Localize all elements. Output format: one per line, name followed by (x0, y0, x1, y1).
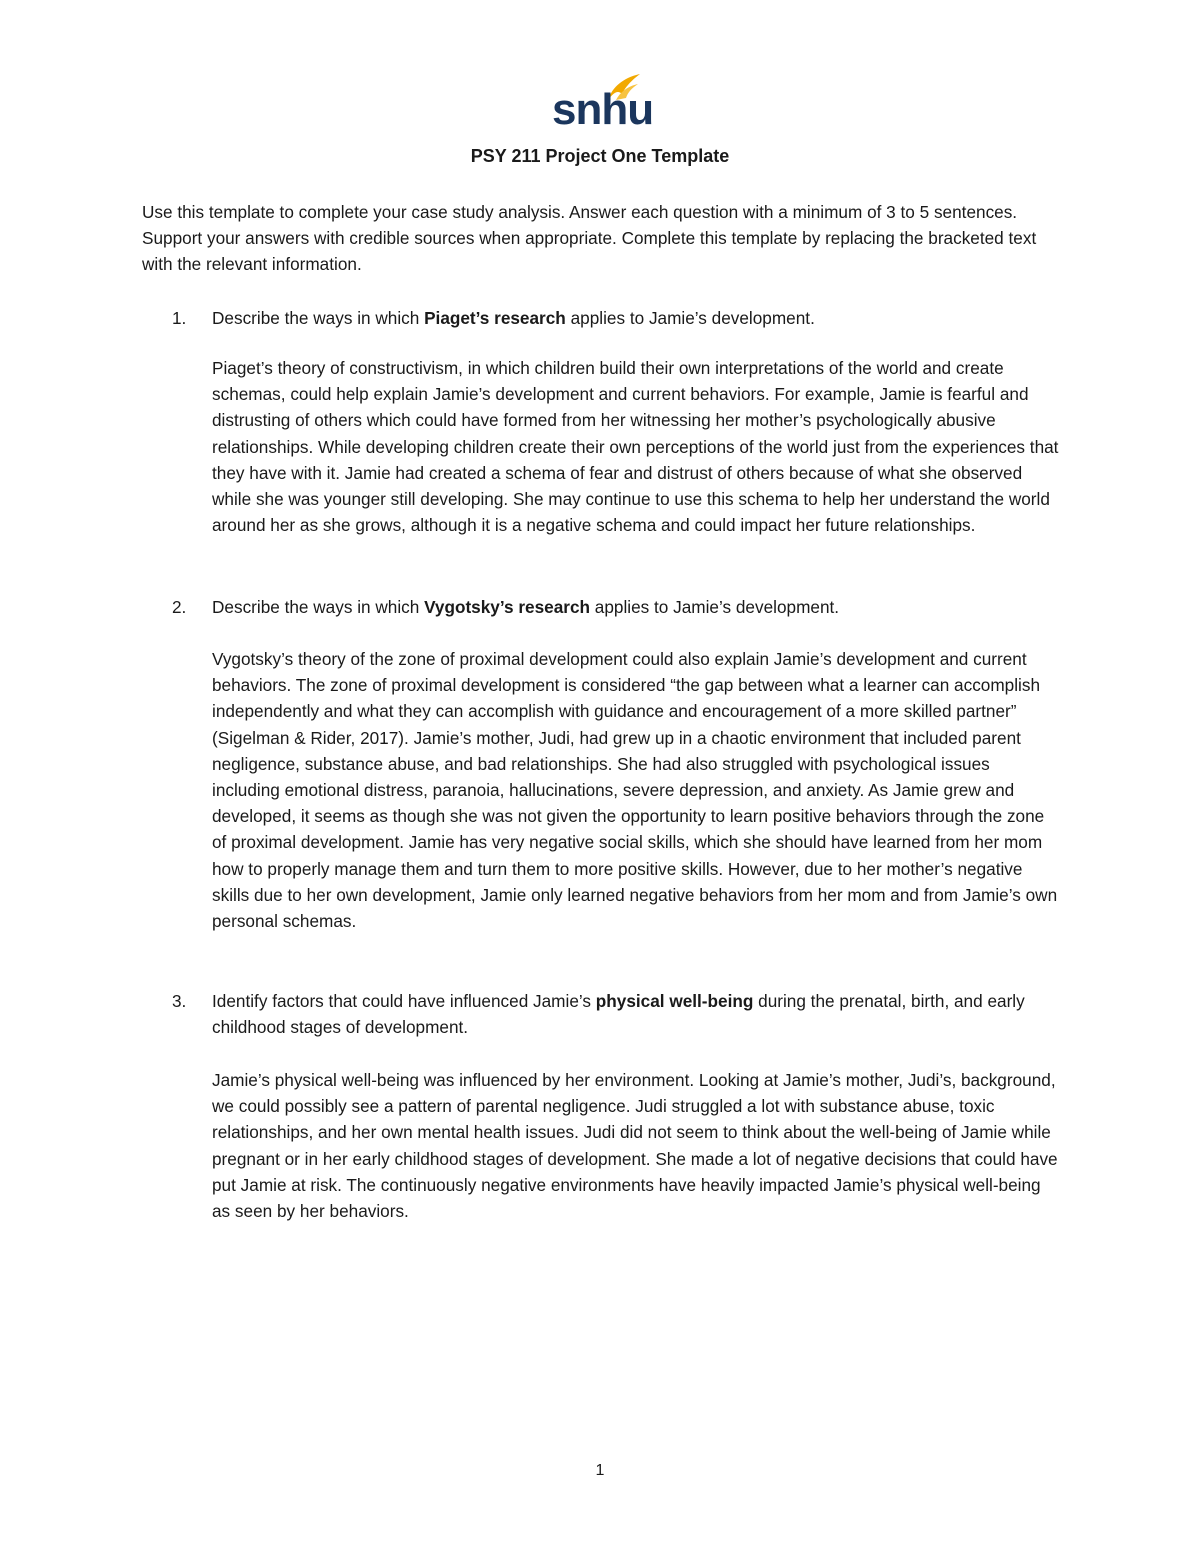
page-title: PSY 211 Project One Template (470, 146, 730, 166)
answer-2: Vygotsky’s theory of the zone of proximal development could also explain Jamie’s development and current behaviors. The zone of proximal development is considered “the gap between what a learner can accomplish independently and what they can accomplish with guidance and encouragement of a more skilled partner” (Sigelman & Rider, 2017). Jamie’s mother, Judi, had grew up in a chaotic environment that included parent negligence, substance abuse, and bad relationships. She had also struggled with psychological issues including emotional distress, paranoia, hallucinations, severe depression, and anxiety. As Jamie grew and developed, it seems as though she was not given the opportunity to learn positive behaviors through the zone of proximal development. Jamie has very negative social skills, which she should have learned from her mom how to properly manage them and turn them to more positive skills. However, due to her mother’s negative skills due to her own development, Jamie only learned negative behaviors from her mom and from Jamie’s own personal schemas. (212, 649, 1058, 932)
prompt-emphasis: Piaget’s research (424, 308, 566, 328)
question-number: 1. (172, 308, 187, 328)
intro-paragraph: Use this template to complete your case study analysis. Answer each question with a minimum of 3 to 5 sentences. Support your answers with credible sources when appropriate. Complete this template by replacing the bracketed text with the relevant information. (142, 202, 1037, 274)
page-number: 1 (595, 1462, 605, 1479)
answer-3: Jamie’s physical well-being was influenced by her environment. Looking at Jamie’s mother, Judi’s, background, we could possibly see a pattern of parental negligence. Judi struggled a lot with substance abuse, toxic relationships, and her own mental health issues. Judi did not seem to think about the well-being of Jamie while pregnant or in her early childhood stages of development. She made a lot of negative decisions that could have put Jamie at risk. The continuously negative environments have heavily impacted Jamie’s physical well-being as seen by her behaviors. (212, 1070, 1058, 1222)
question-prompt: Describe the ways in which Piaget’s research applies to Jamie’s development. (212, 308, 815, 328)
question-prompt: Identify factors that could have influenced Jamie’s physical well-being during the prenatal, birth, and early childhood stages of development. (212, 991, 1025, 1037)
prompt-emphasis: Vygotsky’s research (424, 597, 591, 617)
answer-1: Piaget’s theory of constructivism, in which children build their own interpretations of the world and create schemas, could help explain Jamie’s development and current behaviors. For example, Jamie is fearful and distrusting of others which could have formed from her witnessing her mother’s psychologically abusive relationships. While developing children create their own perceptions of the world just from the experiences that they have with it. Jamie had created a schema of fear and distrust of others because of what she observed while she was younger still developing. She may continue to use this schema to help her understand the world around her as she grows, although it is a negative schema and could impact her future relationships. (212, 358, 1059, 536)
logo-wordmark: snhu (552, 85, 654, 134)
prompt-emphasis: physical well-being (595, 991, 754, 1011)
question-number: 2. (172, 597, 187, 617)
snhu-logo (552, 72, 654, 134)
question-number: 3. (172, 991, 187, 1011)
question-prompt: Describe the ways in which Vygotsky’s research applies to Jamie’s development. (212, 597, 840, 617)
